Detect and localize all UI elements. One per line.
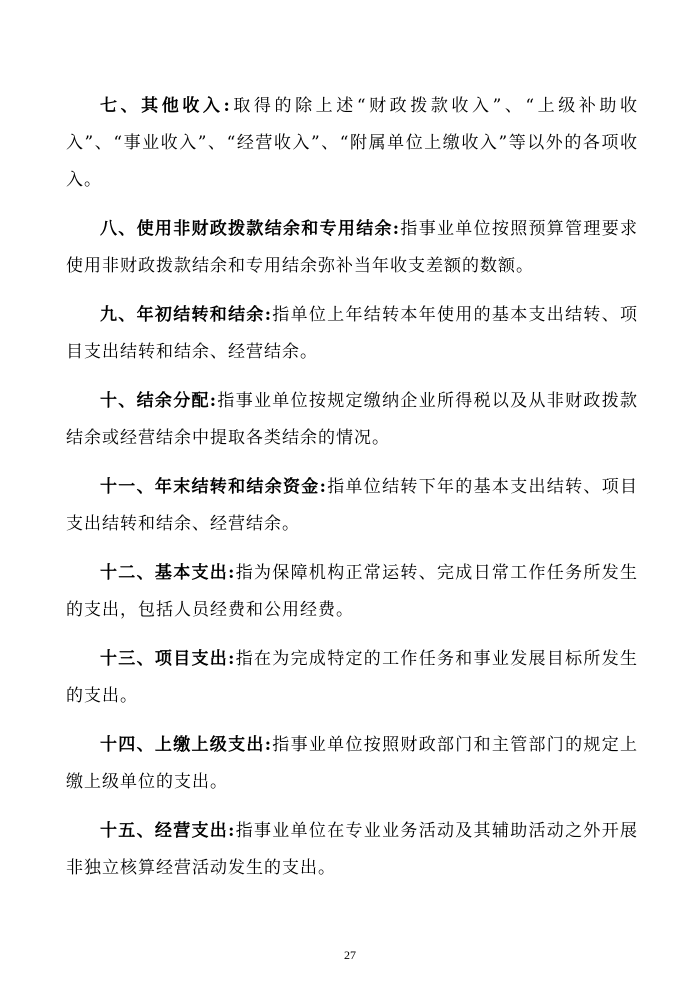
definition-upward-payment: [66, 727, 638, 801]
definition-project-expenditure: [66, 641, 638, 715]
definition-term: 十、结余分配:: [100, 391, 218, 411]
page-number: 27: [344, 948, 356, 962]
definition-surplus-distribution: [66, 383, 638, 457]
definition-term: 七、其他收入:: [100, 96, 231, 116]
definition-other-income: [66, 88, 638, 199]
definition-description: 指在为完成特定的工作任务和事业发展目标所发生的支出。: [66, 649, 639, 706]
definition-term: 十五、经营支出:: [100, 821, 236, 841]
definition-term: 八、使用非财政拨款结余和专用结余:: [100, 219, 401, 239]
definition-description: 指单位上年结转本年使用的基本支出结转、项目支出结转和结余、经营结余。: [66, 305, 638, 362]
definitions-list: [66, 88, 638, 899]
definition-term: 十三、项目支出:: [100, 649, 236, 669]
definition-description: 指事业单位按照预算管理要求使用非财政拨款结余和专用结余弥补当年收支差额的数额。: [66, 219, 639, 276]
definition-use-of-surplus: [66, 211, 638, 285]
definition-description: 指事业单位按规定缴纳企业所得税以及从非财政拨款结余或经营结余中提取各类结余的情况。: [66, 391, 639, 448]
definition-description: 指事业单位按照财政部门和主管部门的规定上缴上级单位的支出。: [66, 735, 638, 792]
definition-term: 十四、上缴上级支出:: [100, 735, 272, 755]
definition-description: 指单位结转下年的基本支出结转、项目支出结转和结余、经营结余。: [66, 477, 639, 534]
definition-term: 十一、年末结转和结余资金:: [100, 477, 327, 497]
definition-basic-expenditure: [66, 555, 638, 629]
definition-description: 指为保障机构正常运转、完成日常工作任务所发生的支出，包括人员经费和公用经费。: [66, 563, 639, 620]
definition-description: 指事业单位在专业业务活动及其辅助活动之外开展非独立核算经营活动发生的支出。: [66, 821, 639, 878]
definition-term: 十二、基本支出:: [100, 563, 236, 583]
definition-term: 九、年初结转和结余:: [100, 305, 272, 325]
definition-operating-expenditure: [66, 813, 638, 887]
definition-description: 取得的除上述“财政拨款收入”、“上级补助收入”、“事业收入”、“经营收入”、“附属单位上缴收入”等以外的各项收入。: [66, 96, 639, 190]
definition-carryover-beginning: [66, 297, 638, 371]
definition-carryover-end: [66, 469, 638, 543]
